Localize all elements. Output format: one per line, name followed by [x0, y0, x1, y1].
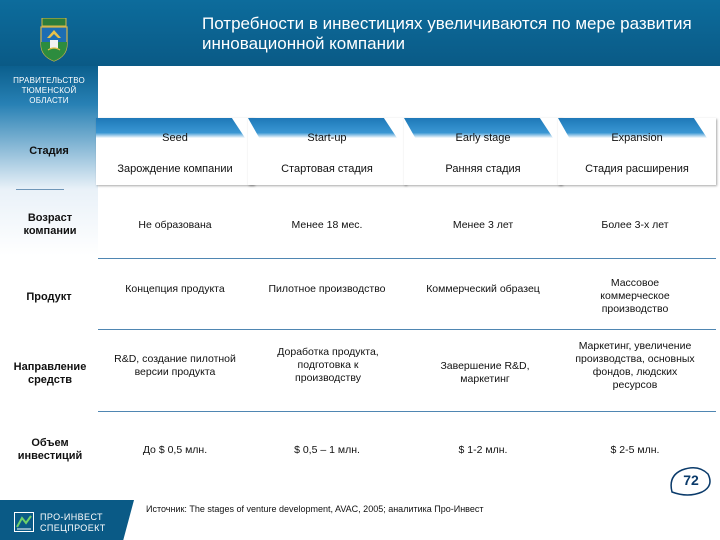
row-label-stage: Стадия	[29, 145, 69, 157]
cell-product-seed: Концепция продукта	[125, 283, 225, 295]
cell-investment-expansion: $ 2-5 млн.	[610, 444, 660, 456]
stage-chevron-expansion	[558, 118, 716, 185]
cell-age-expansion: Более 3-х лет	[601, 219, 669, 231]
stage-name-ru: Ранняя стадия	[445, 163, 521, 175]
stage-name-en: Seed	[162, 132, 188, 144]
footer-brand: ПРО-ИНВЕСТ СПЕЦПРОЕКТ	[40, 512, 106, 533]
cell-investment-seed: До $ 0,5 млн.	[142, 444, 208, 456]
row-label-product: Продукт	[26, 291, 72, 303]
cell-age-startup: Менее 18 мес.	[291, 219, 363, 231]
tyumen-coat-of-arms-icon	[38, 18, 70, 62]
cell-product-expansion: Массовое коммерческое производство	[600, 277, 670, 315]
cell-product-startup: Пилотное производство	[268, 283, 386, 295]
stage-name-en: Start-up	[307, 132, 347, 144]
page-number: 72	[683, 472, 699, 488]
stage-chevron-early	[404, 118, 562, 185]
stage-name-ru: Стадия расширения	[585, 163, 689, 175]
row-label-investment: Объем инвестиций	[17, 437, 83, 462]
cell-funding-early: Завершение R&D, маркетинг	[440, 360, 530, 385]
cell-age-seed: Не образована	[138, 219, 212, 231]
slide-title: Потребности в инвестициях увеличиваются по мере развития инновационной компании	[202, 14, 692, 53]
stage-name-ru: Стартовая стадия	[281, 163, 373, 175]
stage-name-ru: Зарождение компании	[117, 163, 233, 175]
stage-name-en: Expansion	[611, 132, 663, 144]
source-note: Источник: The stages of venture development, AVAC, 2005; аналитика Про-Инвест	[146, 504, 484, 514]
cell-funding-expansion: Маркетинг, увеличение производства, основных фондов, людских ресурсов	[575, 340, 695, 391]
cell-product-early: Коммерческий образец	[426, 283, 540, 295]
row-separator	[98, 258, 716, 259]
stage-underline	[16, 189, 64, 190]
row-label-funding: Направление средств	[13, 361, 87, 386]
stage-name-en: Early stage	[455, 132, 511, 144]
row-separator	[98, 411, 716, 412]
row-label-age: Возраст компании	[23, 212, 77, 237]
cell-investment-startup: $ 0,5 – 1 млн.	[294, 444, 360, 456]
cell-funding-seed: R&D, создание пилотной версии продукта	[114, 353, 236, 378]
stage-chevron-startup	[248, 118, 406, 185]
stage-chevron-seed	[96, 118, 254, 185]
government-label: ПРАВИТЕЛЬСТВО ТЮМЕНСКОЙ ОБЛАСТИ	[13, 76, 85, 105]
cell-investment-early: $ 1-2 млн.	[458, 444, 508, 456]
cell-funding-startup: Доработка продукта, подготовка к производству	[277, 346, 379, 384]
cell-age-early: Менее 3 лет	[452, 219, 514, 231]
pro-invest-logo-icon	[14, 512, 34, 532]
row-separator	[98, 329, 716, 330]
